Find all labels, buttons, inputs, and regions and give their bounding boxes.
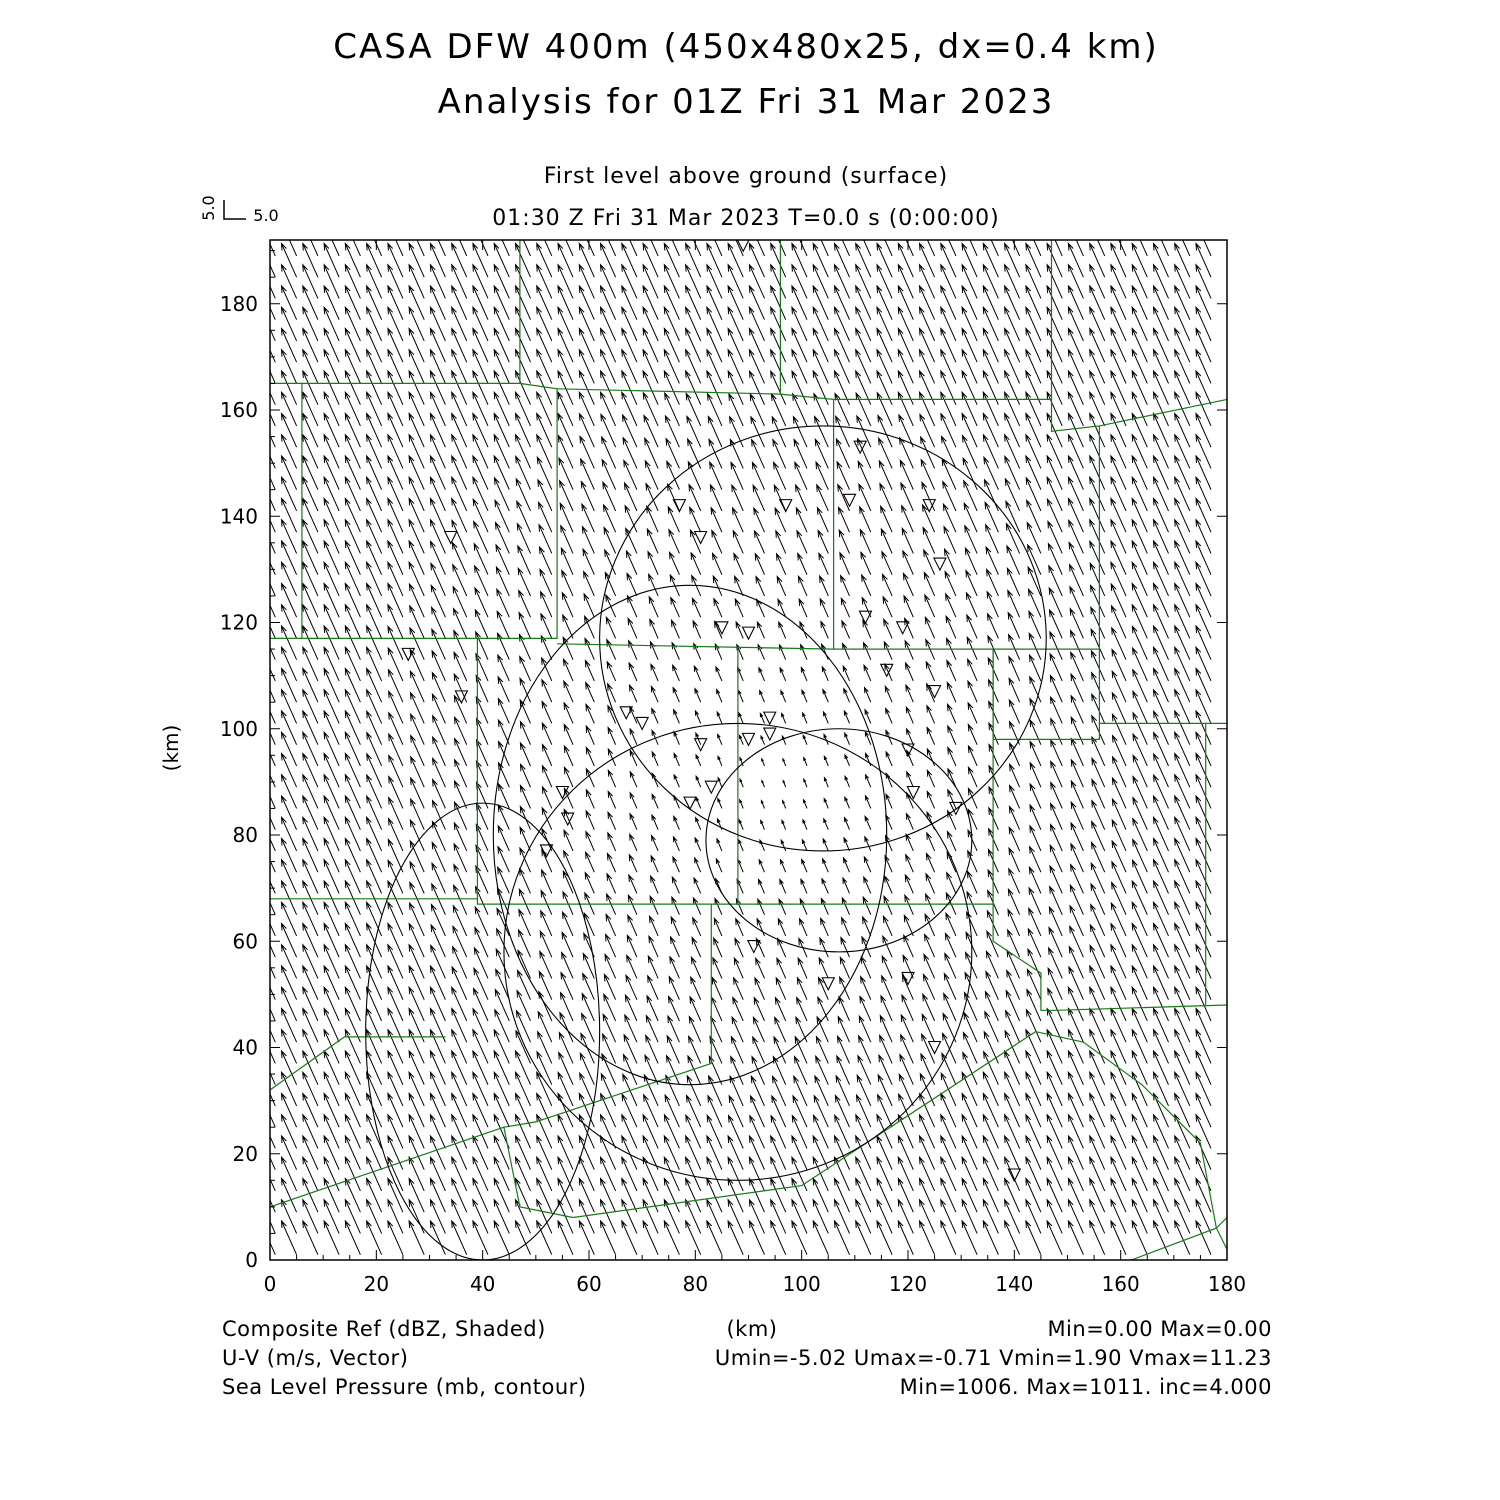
x-tick-label: 60 [576, 1272, 602, 1296]
county-line [573, 1032, 1216, 1260]
station-marker [822, 978, 834, 990]
x-tick-label: 40 [469, 1272, 496, 1296]
wind-vector-field [260, 222, 1211, 1255]
x-tick-label: 160 [1101, 1272, 1140, 1296]
y-tick-label: 40 [232, 1035, 258, 1060]
footer-left-2: U-V (m/s, Vector) [222, 1346, 409, 1370]
station-marker [859, 611, 871, 623]
y-axis-label: (km) [159, 724, 183, 772]
x-tick-label: 140 [995, 1272, 1034, 1296]
x-tick-label: 80 [682, 1272, 709, 1296]
time-label: 01:30 Z Fri 31 Mar 2023 T=0.0 s (0:00:00) [492, 206, 1000, 231]
y-tick-label: 160 [219, 398, 258, 422]
pressure-contour [493, 585, 886, 1084]
y-tick-label: 60 [232, 929, 258, 954]
station-marker [562, 813, 574, 825]
x-axis-label: (km) [726, 1317, 778, 1341]
y-tick-label: 100 [219, 716, 258, 741]
chart-subtitle: Analysis for 01Z Fri 31 Mar 2023 [437, 82, 1055, 122]
footer-left-1: Composite Ref (dBZ, Shaded) [222, 1317, 546, 1341]
county-line [1099, 399, 1227, 426]
station-marker [854, 441, 866, 453]
county-boundaries [270, 240, 1227, 1260]
x-tick-label: 0 [263, 1272, 277, 1296]
pressure-contour [600, 426, 1047, 851]
wind-vector-arrows [260, 222, 1211, 1255]
station-marker [636, 717, 648, 729]
station-marker [445, 532, 457, 544]
station-marker [929, 1042, 941, 1054]
station-marker [764, 712, 776, 724]
x-tick-label: 180 [1207, 1272, 1247, 1296]
station-marker [695, 532, 707, 544]
footer-right-2: Umin=-5.02 Umax=-0.71 Vmin=1.90 Vmax=11.23 [714, 1346, 1272, 1370]
footer-left-3: Sea Level Pressure (mb, contour) [222, 1375, 587, 1399]
x-tick-label: 20 [363, 1272, 390, 1296]
y-tick-label: 80 [232, 823, 258, 847]
station-marker [743, 627, 755, 639]
footer-right-3: Min=1006. Max=1011. inc=4.000 [899, 1375, 1272, 1399]
county-line [557, 394, 834, 649]
station-marker [684, 797, 696, 809]
y-tick-label: 180 [219, 291, 258, 316]
y-tick-label: 0 [245, 1248, 258, 1272]
station-marker [934, 558, 946, 570]
station-marker [764, 728, 776, 740]
y-tick-label: 140 [219, 504, 258, 529]
pressure-contour [366, 803, 600, 1260]
x-tick-label: 120 [888, 1272, 928, 1296]
chart-title: CASA DFW 400m (450x480x25, dx=0.4 km) [333, 27, 1159, 67]
pressure-contour [706, 729, 972, 952]
level-label: First level above ground (surface) [543, 164, 949, 189]
ref-vector-x-label: 5.0 [253, 206, 279, 225]
county-line [504, 904, 711, 1127]
station-marker [743, 733, 755, 745]
reference-vector-key [199, 195, 279, 225]
county-line [477, 638, 993, 904]
station-marker [705, 781, 717, 793]
county-line [993, 904, 1227, 1010]
ref-vector-y-label: 5.0 [199, 195, 218, 221]
x-tick-label: 100 [782, 1272, 821, 1296]
footer-right-1: Min=0.00 Max=0.00 [1047, 1317, 1272, 1341]
y-tick-label: 120 [219, 610, 258, 635]
county-line [1216, 1218, 1227, 1250]
y-tick-label: 20 [232, 1141, 258, 1166]
footer [222, 1317, 1272, 1399]
